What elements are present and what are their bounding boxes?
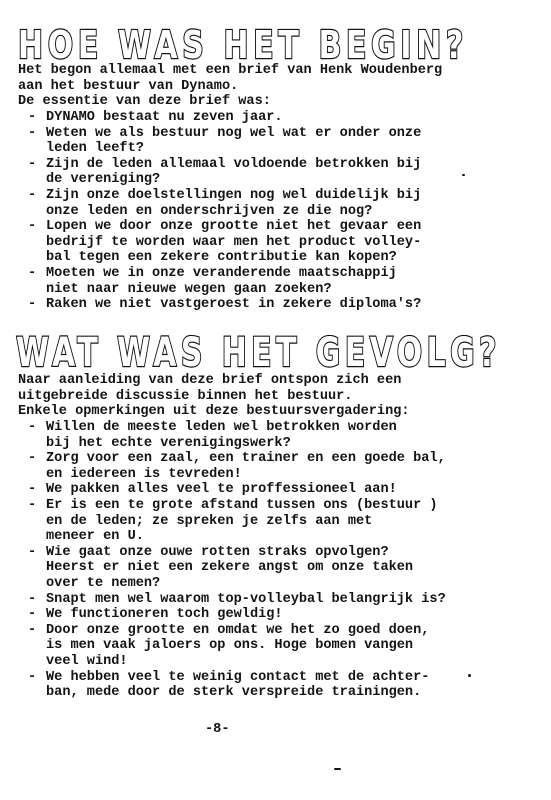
list-item: [18, 266, 518, 297]
intro-line: aan het bestuur van Dynamo.: [18, 78, 239, 94]
list-item-line: DYNAMO bestaat nu zeven jaar.: [46, 110, 283, 125]
list-item-line: ban, mede door de sterk verspreide trainingen.: [46, 685, 422, 701]
list-item-line: bij het echte verenigingswerk?: [46, 435, 291, 451]
list-dash: -: [28, 607, 37, 623]
list-item-line: Weten we als bestuur nog wel wat er onder onze: [46, 125, 422, 141]
list-item: [18, 297, 518, 313]
list-item-line: is men vaak jaloers op ons. Hoge bomen vangen: [46, 638, 414, 654]
list-item-line: Door onze grootte en omdat we het zo goed doen,: [46, 622, 430, 638]
list-item: [18, 623, 518, 670]
list-item-line: leden leeft?: [46, 141, 144, 157]
list-item: [18, 420, 518, 451]
list-item-line: niet naar nieuwe wegen gaan zoeken?: [46, 281, 332, 297]
intro-line: De essentie van deze brief was:: [18, 94, 271, 110]
list-item-line: Moeten we in onze veranderende maatschappij: [46, 265, 397, 281]
list-item-line: de vereniging?: [46, 172, 161, 188]
list-dash: -: [28, 187, 37, 203]
intro-line: Het begon allemaal met een brief van Henk Woudenberg: [18, 63, 443, 78]
list-item-line: Er is een te grote afstand tussen ons (bestuur ): [46, 497, 438, 513]
list-dash: -: [28, 156, 37, 172]
page-number: -8-: [205, 722, 230, 737]
list-item: [18, 188, 518, 219]
list-item-line: en de leden; ze spreken je zelfs aan met: [46, 513, 373, 529]
list-dash: -: [28, 669, 37, 685]
list-item: [18, 110, 518, 126]
list-dash: -: [28, 622, 37, 638]
heading-2-text: WAT WAS HET GEVOLG?: [16, 330, 501, 372]
list-item: [18, 670, 518, 701]
list-dash: -: [28, 125, 37, 141]
list-dash: -: [28, 544, 37, 560]
questions-list: [18, 110, 518, 313]
list-item-line: meneer en U.: [46, 529, 144, 545]
list-item-line: over te nemen?: [46, 575, 161, 591]
list-item-line: veel wind!: [46, 653, 128, 669]
list-dash: -: [28, 482, 37, 498]
heading-2-svg: [0, 328, 551, 372]
ink-speck: [334, 768, 341, 770]
list-item: [18, 482, 518, 498]
list-item-line: Zorg voor een zaal, een trainer en een goede bal,: [46, 451, 446, 467]
list-dash: -: [28, 219, 37, 235]
list-item-line: We hebben veel te weinig contact met de achter-: [46, 669, 430, 685]
list-item: [18, 545, 518, 592]
list-dash: -: [28, 420, 37, 435]
list-item-line: We functioneren toch gewldig!: [46, 607, 283, 623]
list-item-line: Heerst er niet een zekere angst om onze taken: [46, 560, 414, 576]
list-item: [18, 498, 518, 545]
heading-1-svg: [0, 24, 551, 64]
list-item-line: Zijn de leden allemaal voldoende betrokken bij: [46, 156, 422, 172]
gevolg-paragraph: [18, 373, 518, 420]
list-item-line: Willen de meeste leden wel betrokken worden: [46, 420, 397, 435]
list-item-line: Zijn onze doelstellingen nog wel duidelijk bij: [46, 187, 422, 203]
heading-hoe-was-het-begin: [0, 24, 551, 64]
list-item: [18, 126, 518, 157]
ink-speck: [468, 674, 471, 677]
list-dash: -: [28, 497, 37, 513]
list-item: [18, 219, 518, 266]
ink-speck: [462, 174, 465, 176]
list-item: [18, 157, 518, 188]
heading-1-text: HOE WAS HET BEGIN?: [18, 24, 468, 64]
list-item: [18, 607, 518, 623]
intro-paragraph: [18, 63, 518, 110]
list-dash: -: [28, 451, 37, 467]
list-item-line: Raken we niet vastgeroest in zekere diploma's?: [46, 297, 422, 313]
heading-wat-was-het-gevolg: [0, 328, 551, 372]
list-item-line: Lopen we door onze grootte niet het gevaar een: [46, 219, 422, 235]
list-dash: -: [28, 110, 37, 125]
gevolg-line: uitgebreide discussie binnen het bestuur.: [18, 388, 353, 404]
gevolg-line: Naar aanleiding van deze brief ontspon zich een: [18, 373, 402, 388]
list-item-line: onze leden en onderschrijven ze die nog?: [46, 203, 373, 219]
list-item: [18, 451, 518, 482]
list-dash: -: [28, 591, 37, 607]
list-item-line: bal tegen een zekere contributie kan kopen?: [46, 250, 397, 266]
list-dash: -: [28, 297, 37, 313]
list-item-line: Wie gaat onze ouwe rotten straks opvolgen?: [46, 544, 389, 560]
list-item-line: bedrijf te worden waar men het product volley-: [46, 234, 422, 250]
list-item: [18, 592, 518, 608]
list-dash: -: [28, 265, 37, 281]
remarks-list: [18, 420, 518, 701]
list-item-line: We pakken alles veel te proffessioneel aan!: [46, 482, 397, 498]
list-item-line: en iedereen is tevreden!: [46, 466, 242, 482]
list-item-line: Snapt men wel waarom top-volleybal belangrijk is?: [46, 591, 446, 607]
gevolg-line: Enkele opmerkingen uit deze bestuursvergadering:: [18, 404, 410, 420]
